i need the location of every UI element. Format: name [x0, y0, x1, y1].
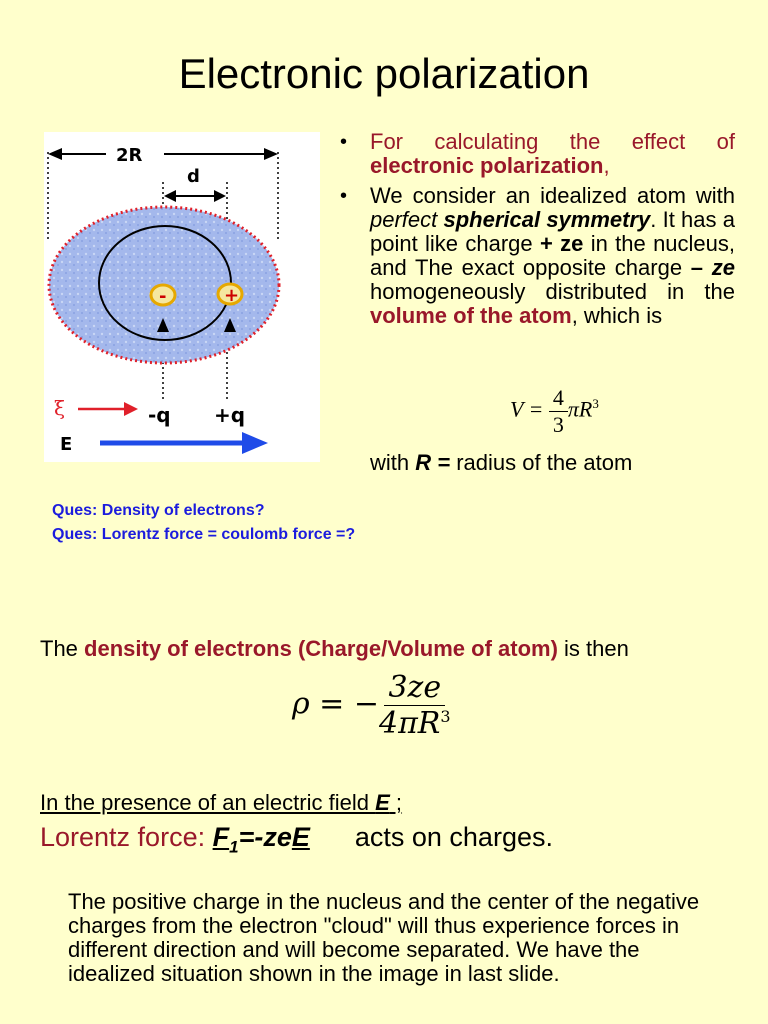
density-suffix: is then: [557, 636, 629, 661]
pos-charge-label: +q: [214, 403, 246, 427]
radius-def-prefix: with: [370, 450, 416, 475]
lorentz-eq: =-ze: [238, 822, 292, 852]
volume-eq-exp: 3: [592, 396, 599, 412]
rho-eq-exp: 3: [440, 707, 451, 726]
bullet-2-plus-ze: + ze: [539, 231, 584, 256]
bullet-item-1: [340, 130, 735, 178]
rho-eq-lhs: ρ = −: [292, 686, 379, 722]
rho-eq-den: 4πR: [378, 706, 441, 741]
bullet-2-perfect: perfect: [370, 207, 438, 232]
atom-diagram: [44, 132, 320, 462]
negative-sign: -: [159, 286, 167, 307]
rho-eq-fraction: [379, 670, 451, 741]
displacement-arrowhead-left: [164, 190, 176, 202]
lorentz-tail: acts on charges.: [309, 822, 553, 852]
volume-eq-num: 4: [549, 385, 568, 412]
radius-def-r: R =: [415, 450, 451, 475]
width-arrowhead-left: [48, 148, 62, 160]
bullet-item-2: [340, 184, 735, 328]
density-prefix: The: [40, 636, 85, 661]
lorentz-sub: 1: [229, 837, 239, 857]
field-prefix: In the presence of an electric field: [40, 790, 376, 815]
positive-sign: +: [224, 285, 240, 306]
bullet-2-part-4: homogeneously distributed in the: [370, 279, 735, 304]
atom-figure: [44, 132, 320, 462]
bullet-2-part-5: , which is: [571, 303, 663, 328]
slide-title: Electronic polarization: [178, 50, 590, 97]
volume-eq-den: 3: [552, 412, 564, 437]
bullet-list: [340, 130, 735, 334]
neg-charge-label: -q: [148, 403, 171, 427]
xi-arrowhead: [124, 402, 138, 416]
lorentz-e: E: [291, 822, 310, 852]
bullet-1-term: electronic polarization: [370, 153, 604, 178]
lorentz-f: F: [212, 822, 230, 852]
bullet-2-spherical: spherical symmetry: [443, 207, 651, 232]
bullet-2-ze: ze: [711, 255, 735, 280]
field-e: E: [375, 790, 390, 815]
width-label: 2R: [116, 145, 143, 166]
displacement-label: d: [187, 166, 200, 187]
field-suffix: ;: [389, 790, 403, 815]
bullet-2-part-3: in the nucleus, and The exact opposite charge: [370, 231, 736, 280]
bullet-1-text: For calculating the effect of: [370, 129, 735, 154]
lorentz-label: Lorentz force:: [40, 822, 213, 852]
radius-def-suffix: radius of the atom: [450, 450, 633, 475]
question-2: Ques: Lorentz force = coulomb force =?: [52, 526, 356, 543]
field-arrowhead: [242, 432, 268, 454]
volume-eq-rhs: πR: [567, 396, 593, 422]
radius-definition: [370, 450, 632, 476]
question-1: Ques: Density of electrons?: [52, 502, 265, 519]
width-arrowhead-right: [264, 148, 278, 160]
bullet-2-minus: –: [690, 255, 712, 280]
xi-label: ξ: [54, 396, 66, 420]
bullet-2-part-1: We consider an idealized atom with: [370, 183, 735, 208]
density-term: density of electrons (Charge/Volume of atom): [84, 636, 558, 661]
volume-eq-fraction: [549, 385, 568, 438]
volume-equation: [510, 385, 599, 438]
explanation-paragraph: The positive charge in the nucleus and the center of the negative charges from the electron "cloud" will thus experience forces in different direction and will become separated. We have the idealized situation shown in the image in last slide.: [68, 889, 700, 986]
density-statement: [40, 636, 629, 662]
volume-eq-lhs: V =: [510, 396, 549, 422]
bullet-2-part-2: . It has a point like charge: [370, 207, 735, 256]
displacement-arrowhead-right: [214, 190, 226, 202]
field-label: E: [60, 434, 73, 455]
lorentz-force-statement: [40, 822, 553, 857]
bullet-1-end: ,: [603, 153, 610, 178]
bullet-2-volume: volume of the atom: [370, 303, 572, 328]
field-statement: [40, 790, 402, 816]
density-equation: [292, 670, 451, 741]
rho-eq-num: 3ze: [384, 670, 445, 706]
